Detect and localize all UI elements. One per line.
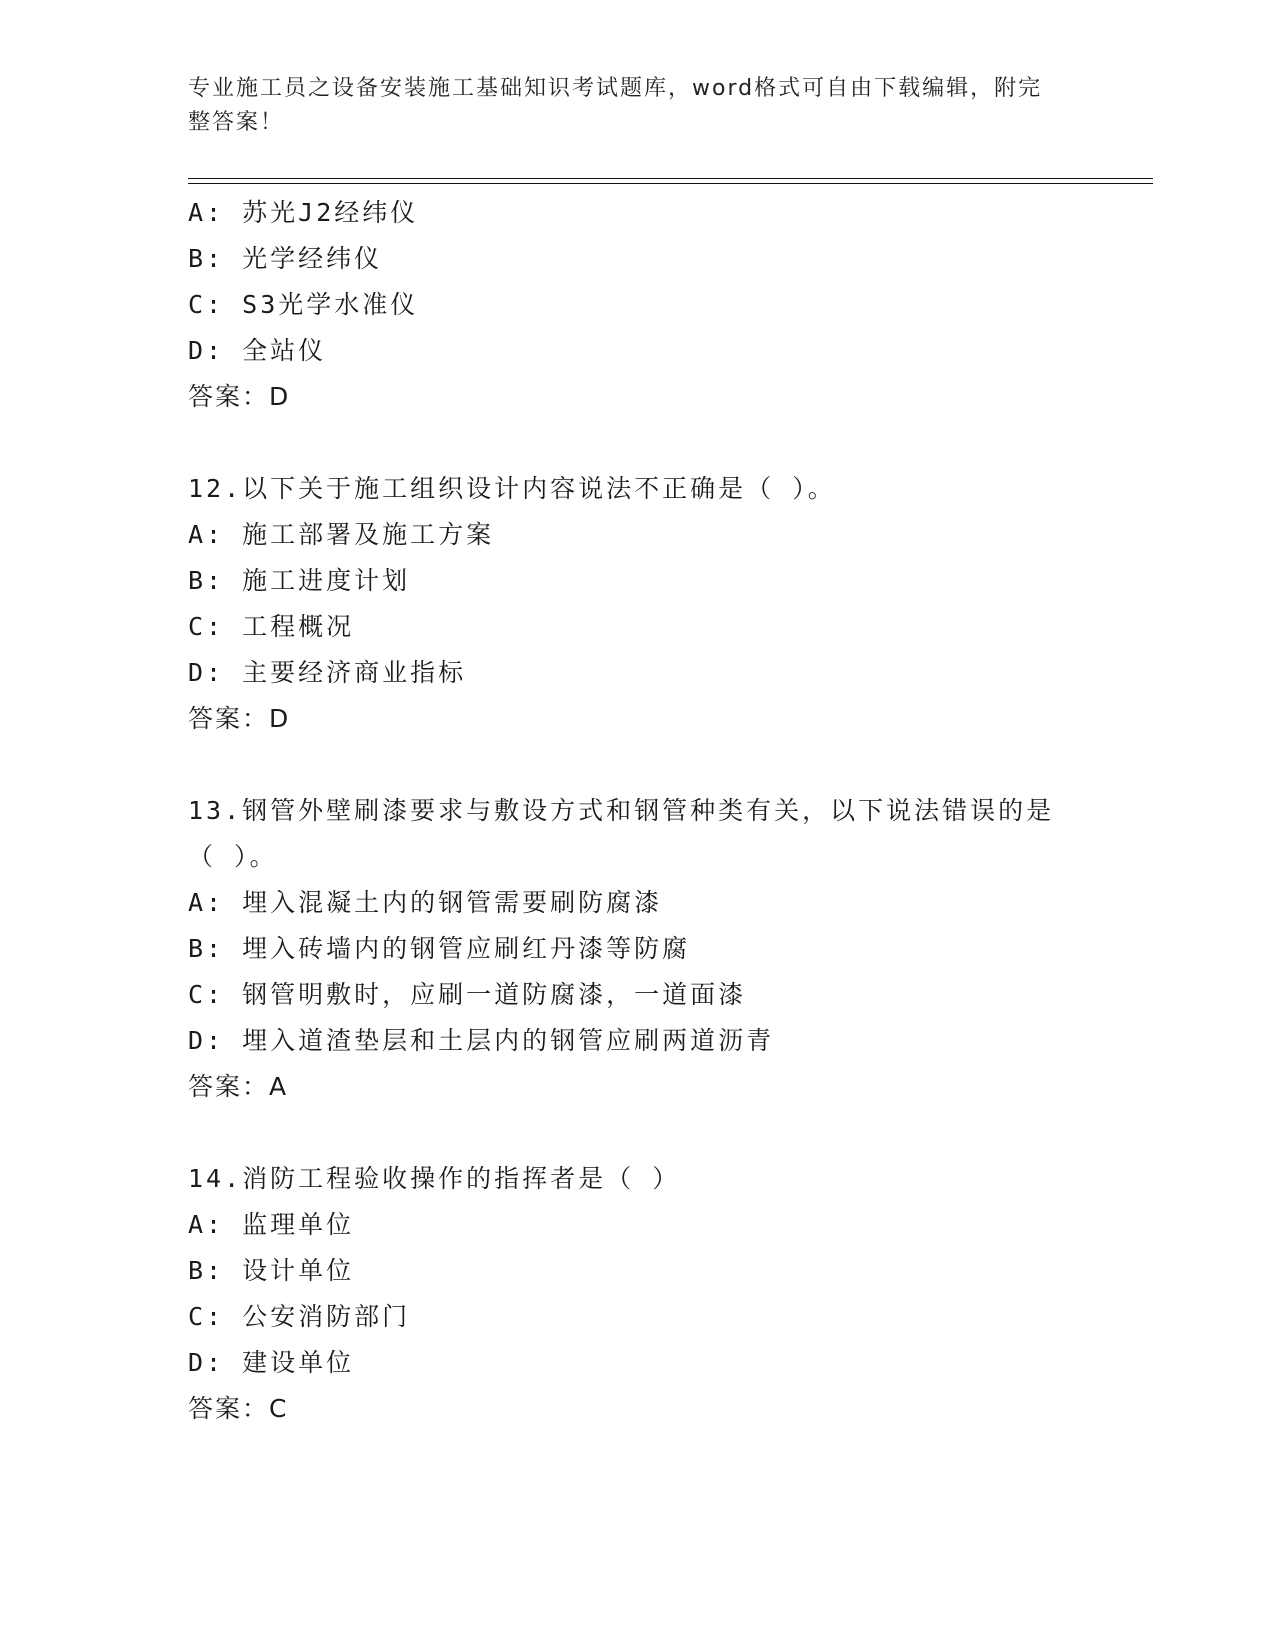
question-11 xyxy=(188,190,1088,420)
question-text-line-1: 13.钢管外壁刷漆要求与敷设方式和钢管种类有关，以下说法错误的是 xyxy=(188,796,1055,825)
answer-line: 答案：D xyxy=(188,382,291,411)
question-text: 12.以下关于施工组织设计内容说法不正确是（ ）。 xyxy=(188,474,836,503)
question-12 xyxy=(188,466,1088,742)
option-c: C: 工程概况 xyxy=(188,612,355,641)
option-a: A: 施工部署及施工方案 xyxy=(188,520,495,549)
answer-line: 答案：C xyxy=(188,1394,289,1423)
option-c: C: 钢管明敷时，应刷一道防腐漆，一道面漆 xyxy=(188,980,747,1009)
question-14 xyxy=(188,1156,1088,1432)
option-d: D: 全站仪 xyxy=(188,336,327,365)
option-a: A: 苏光J2经纬仪 xyxy=(188,198,419,227)
option-b: B: 设计单位 xyxy=(188,1256,355,1285)
option-a: A: 埋入混凝土内的钢管需要刷防腐漆 xyxy=(188,888,663,917)
spacer xyxy=(188,1110,1088,1156)
header-line-1: 专业施工员之设备安装施工基础知识考试题库，word格式可自由下载编辑，附完 xyxy=(188,76,1043,101)
option-c: C: S3光学水准仪 xyxy=(188,290,419,319)
header-divider-top xyxy=(188,178,1153,179)
option-d: D: 建设单位 xyxy=(188,1348,355,1377)
option-c: C: 公安消防部门 xyxy=(188,1302,411,1331)
option-b: B: 施工进度计划 xyxy=(188,566,411,595)
option-d: D: 主要经济商业指标 xyxy=(188,658,467,687)
spacer xyxy=(188,742,1088,788)
answer-line: 答案：A xyxy=(188,1072,289,1101)
header-divider-bottom xyxy=(188,183,1153,184)
header-line-2: 整答案！ xyxy=(188,110,285,135)
option-a: A: 监理单位 xyxy=(188,1210,355,1239)
document-header xyxy=(188,72,1068,140)
answer-line: 答案：D xyxy=(188,704,291,733)
question-list xyxy=(188,190,1088,1432)
question-13 xyxy=(188,788,1088,1110)
option-b: B: 埋入砖墙内的钢管应刷红丹漆等防腐 xyxy=(188,934,691,963)
option-b: B: 光学经纬仪 xyxy=(188,244,383,273)
question-text-line-2: （ ）。 xyxy=(188,842,278,871)
option-d: D: 埋入道渣垫层和土层内的钢管应刷两道沥青 xyxy=(188,1026,775,1055)
spacer xyxy=(188,420,1088,466)
question-text: 14.消防工程验收操作的指挥者是（ ） xyxy=(188,1164,681,1193)
